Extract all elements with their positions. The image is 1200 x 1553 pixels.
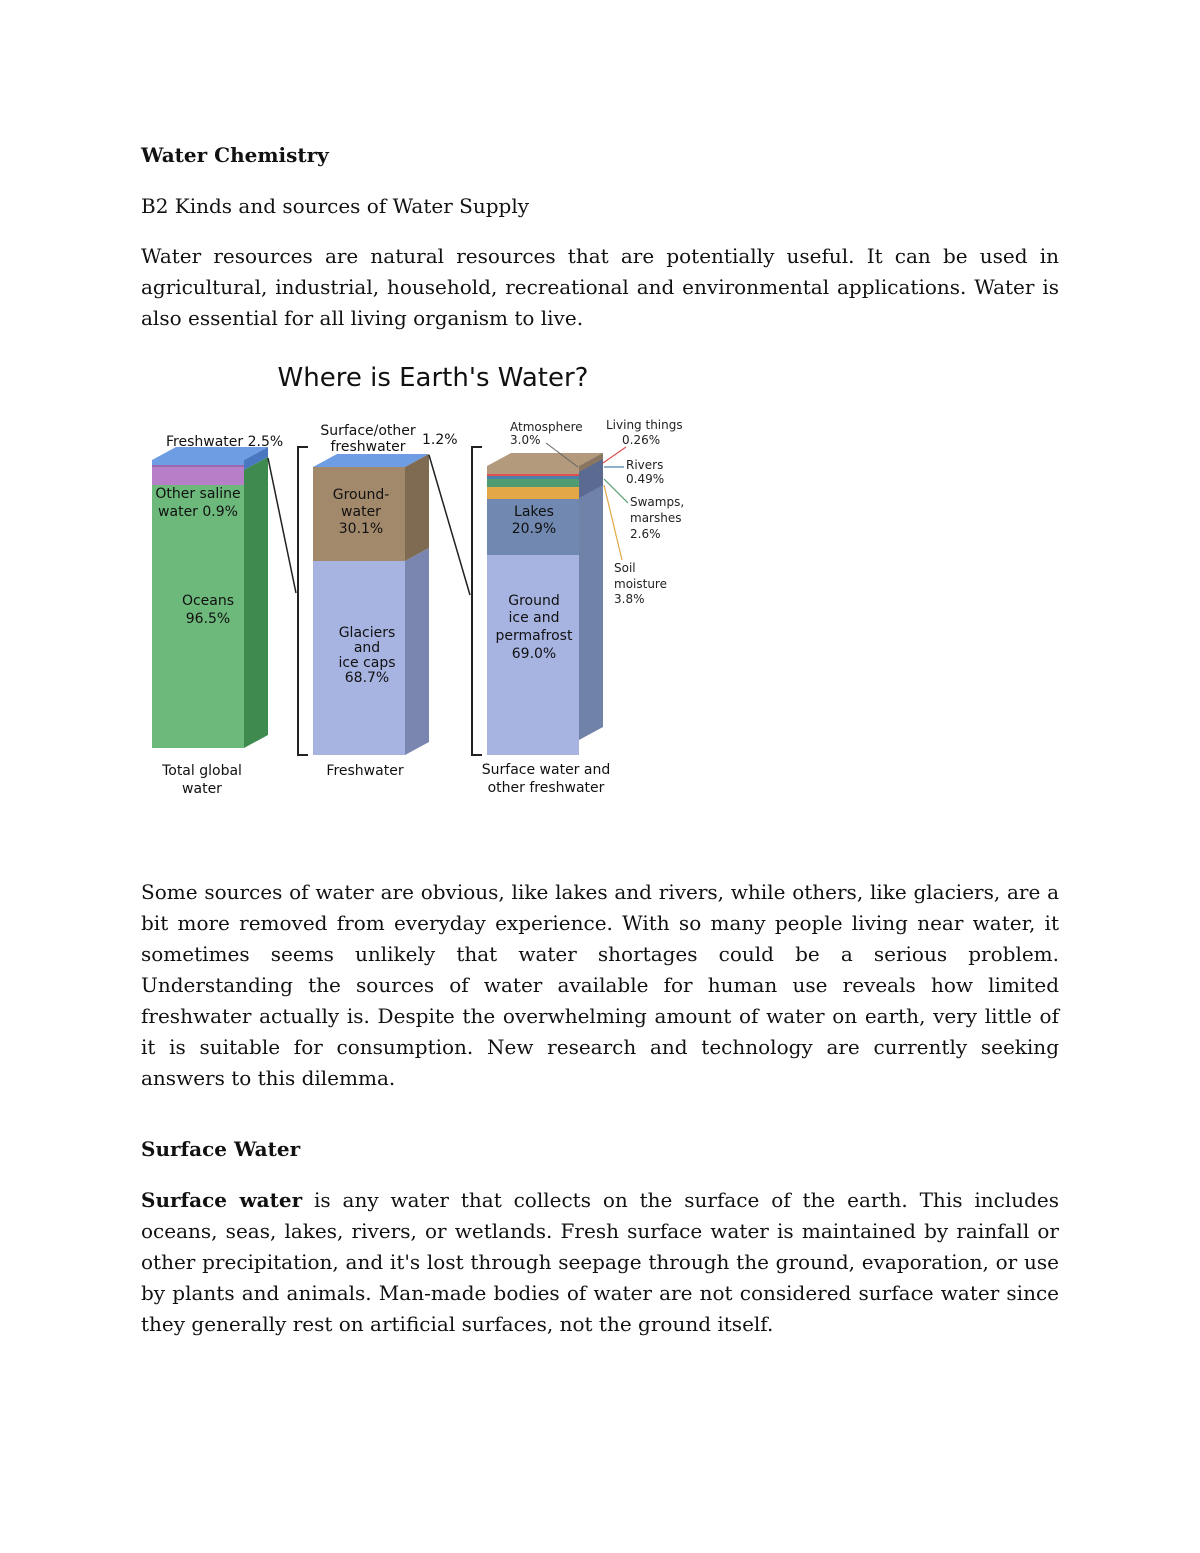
paragraph-sources: Some sources of water are obvious, like lakes and rivers, while others, like glaciers, are a bit more removed from everyday experience. With so many people living near water, it sometimes seems unlikely that water shortages could be a serious problem. Understanding the sources of water available for human use reveals how limited freshwater actually is. Despite the overwhelming amount of water on earth, very little of it is suitable for consumption. New research and technology are currently seeking answers to this dilemma. bbox=[141, 880, 1059, 1090]
bar1-saline-edge bbox=[152, 465, 244, 467]
pointer-living-things bbox=[603, 447, 626, 463]
label-glaciers-1: Glaciers bbox=[338, 625, 396, 641]
label-soil-2: moisture bbox=[614, 577, 667, 591]
heading-surface-water: Surface Water bbox=[141, 1137, 301, 1161]
label-rivers-1: Rivers bbox=[626, 458, 664, 472]
bar3-segment-atmosphere bbox=[487, 466, 579, 474]
label-soil-3: 3.8% bbox=[614, 592, 645, 606]
label-freshwater-top: Freshwater 2.5% bbox=[166, 434, 284, 450]
label-living-things-1: Living things bbox=[606, 418, 683, 432]
label-glaciers-4: 68.7% bbox=[344, 670, 390, 686]
bar3-segment-rivers bbox=[487, 476, 579, 479]
surface-water-description: is any water that collects on the surface of the earth. This includes oceans, seas, lakes, rivers, or wetlands. Fresh surface water is maintained by rainfall or other precipitation, and it's lost through seepage through the ground, evaporation, or use by plants and animals. Man-made bodies of water are not considered surface water since they generally rest on artificial surfaces, not the ground itself. bbox=[141, 1188, 1060, 1336]
bar3-segment-soil-moisture bbox=[487, 487, 579, 499]
label-lakes-1: Lakes bbox=[514, 504, 554, 520]
label-soil-1: Soil bbox=[614, 561, 636, 575]
label-lakes-2: 20.9% bbox=[511, 521, 557, 537]
bar3-segment-living-things bbox=[487, 474, 579, 476]
label-atmosphere-2: 3.0% bbox=[510, 433, 541, 447]
bracket-surface-water bbox=[472, 447, 482, 755]
earth-water-chart bbox=[148, 355, 708, 805]
label-groundice-1: Ground bbox=[508, 593, 560, 609]
label-glaciers-2: and bbox=[353, 640, 381, 656]
label-oceans-2: 96.5% bbox=[185, 611, 231, 627]
label-rivers-2: 0.49% bbox=[626, 472, 665, 486]
bar3-segment-swamps bbox=[487, 479, 579, 487]
label-groundwater-1: Ground- bbox=[332, 487, 390, 503]
label-groundice-4: 69.0% bbox=[511, 646, 557, 662]
category-label-surface-2: other freshwater bbox=[487, 780, 605, 796]
category-label-surface-1: Surface water and bbox=[481, 762, 611, 778]
heading-water-chemistry: Water Chemistry bbox=[141, 143, 329, 167]
label-other-saline-1: Other saline bbox=[155, 486, 241, 502]
label-glaciers-3: ice caps bbox=[338, 655, 396, 671]
label-groundice-2: ice and bbox=[508, 610, 560, 626]
paragraph-intro: Water resources are natural resources that are potentially useful. It can be used in agricultural, industrial, household, recreational and environmental applications. Water is also essential for all living organism to live. bbox=[141, 244, 1059, 330]
label-surface-other-2: freshwater bbox=[330, 439, 406, 455]
label-living-things-2: 0.26% bbox=[622, 433, 661, 447]
label-groundwater-3: 30.1% bbox=[338, 521, 384, 537]
bar1-segment-freshwater bbox=[152, 460, 244, 465]
category-label-total-2: water bbox=[182, 781, 222, 797]
surface-water-term: Surface water bbox=[141, 1188, 303, 1212]
pointer-soil bbox=[604, 485, 622, 560]
category-label-freshwater: Freshwater bbox=[326, 763, 404, 779]
label-atmosphere-1: Atmosphere bbox=[510, 420, 583, 434]
chart-title: Where is Earth's Water? bbox=[277, 363, 589, 393]
connector-line-1 bbox=[268, 458, 296, 593]
connector-line-2 bbox=[429, 455, 470, 595]
label-oceans-1: Oceans bbox=[181, 593, 235, 609]
earth-water-figure bbox=[148, 355, 708, 805]
paragraph-surface-water bbox=[141, 1185, 1059, 1340]
bar1-segment-other-saline bbox=[152, 465, 244, 485]
category-label-total-1: Total global bbox=[162, 763, 242, 779]
label-swamps-3: 2.6% bbox=[630, 527, 661, 541]
label-other-saline-2: water 0.9% bbox=[158, 504, 238, 520]
label-swamps-2: marshes bbox=[630, 511, 682, 525]
label-surface-other-1: Surface/other bbox=[320, 423, 416, 439]
label-groundice-3: permafrost bbox=[495, 628, 573, 644]
bracket-freshwater bbox=[298, 447, 308, 755]
label-swamps-1: Swamps, bbox=[630, 495, 685, 509]
label-surface-other-pct: 1.2% bbox=[422, 432, 458, 448]
bar2-side-groundwater bbox=[405, 454, 429, 561]
label-groundwater-2: water bbox=[341, 504, 381, 520]
bar2-side-glaciers bbox=[405, 548, 429, 755]
subheading-kinds-sources: B2 Kinds and sources of Water Supply bbox=[141, 194, 530, 218]
bar1-side-oceans bbox=[244, 457, 268, 748]
